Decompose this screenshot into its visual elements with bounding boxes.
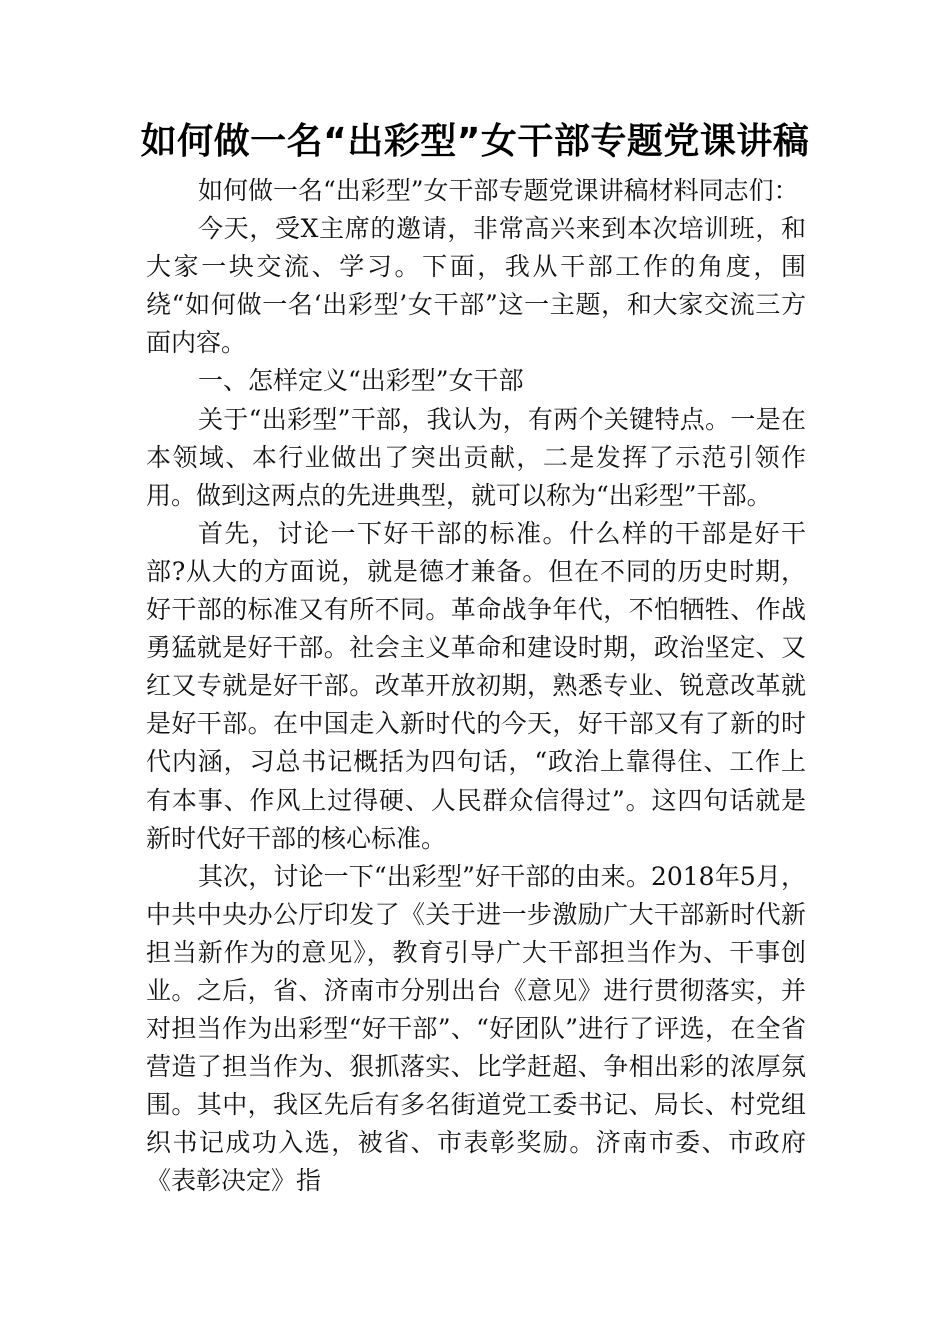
paragraph-definition: 关于“出彩型”干部，我认为，有两个关键特点。一是在本领域、本行业做出了突出贡献，二是发挥了示范引领作用。做到这两点的先进典型，就可以称为“出彩型”干部。 [146, 404, 806, 510]
paragraph-opening: 今天，受X主席的邀请，非常高兴来到本次培训班，和大家一块交流、学习。下面，我从干部工作的角度，围绕“如何做一名‘出彩型’女干部”这一主题，和大家交流三方面内容。 [146, 214, 806, 358]
document-body [146, 172, 806, 1201]
paragraph-origin: 其次，讨论一下“出彩型”好干部的由来。2018年5月，中共中央办公厅印发了《关于进一步激励广大干部新时代新担当新作为的意见》，教育引导广大干部担当作为、干事创业。之后，省、济南市分别出台《意见》进行贯彻落实，并对担当作为出彩型“好干部”、“好团队”进行了评选，在全省营造了担当作为、狠抓落实、比学赶超、争相出彩的浓厚氛围。其中，我区先后有多名街道党工委书记、局长、村党组织书记成功入选，被省、市表彰奖励。济南市委、市政府《表彰决定》指 [146, 861, 806, 1196]
paragraph-standard: 首先，讨论一下好干部的标准。什么样的干部是好干部?从大的方面说，就是德才兼备。但在不同的历史时期，好干部的标准又有所不同。革命战争年代，不怕牺牲、作战勇猛就是好干部。社会主义革命和建设时期，政治坚定、又红又专就是好干部。改革开放初期，熟悉专业、锐意改革就是好干部。在中国走入新时代的今天，好干部又有了新的时代内涵，习总书记概括为四句话，“政治上靠得住、工作上有本事、作风上过得硬、人民群众信得过”。这四句话就是新时代好干部的核心标准。 [146, 518, 806, 853]
section-heading-1: 一、怎样定义“出彩型”女干部 [198, 366, 524, 396]
paragraph-intro: 如何做一名“出彩型”女干部专题党课讲稿材料同志们： [198, 176, 799, 205]
document-title: 如何做一名“出彩型”女干部专题党课讲稿 [140, 121, 810, 162]
